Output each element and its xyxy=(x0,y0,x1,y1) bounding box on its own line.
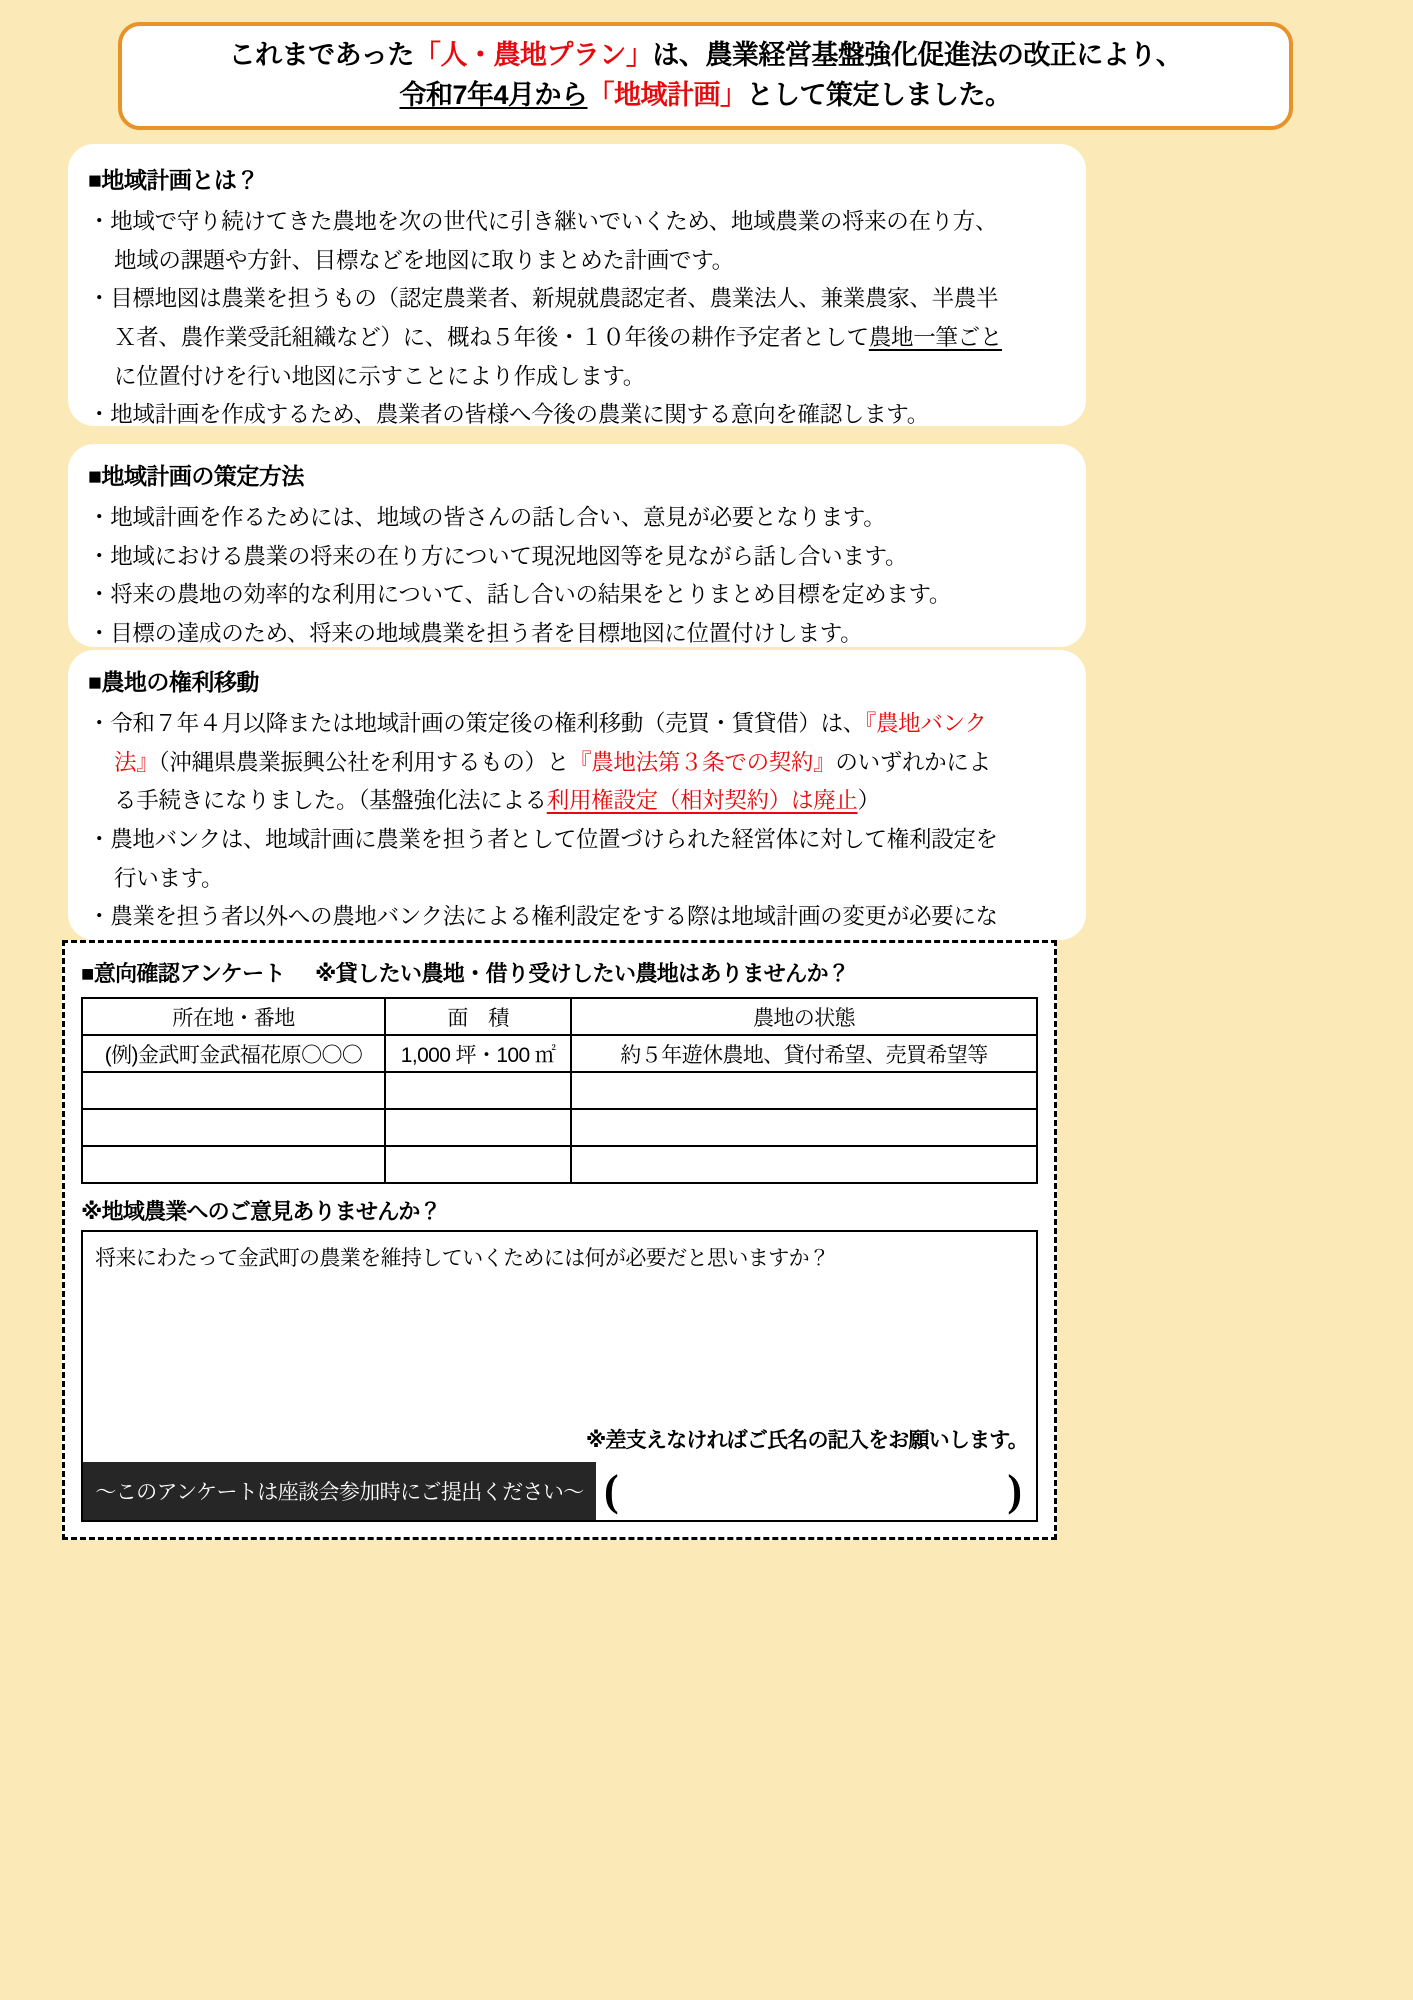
method-bullet-2: ・地域における農業の将来の在り方について現況地図等を見ながら話し合います。 xyxy=(88,543,908,569)
header-line2-part-b: として策定しました。 xyxy=(746,80,1012,110)
header-line1-highlight: 「人・農地プラン」 xyxy=(413,40,653,71)
header-line2-highlight: 「地域計画」 xyxy=(587,80,747,110)
cell-location[interactable] xyxy=(82,1072,385,1109)
header-line1-part-a: これまであった xyxy=(228,40,414,71)
header-line2-part-a: 令和7年4月から xyxy=(399,80,588,110)
rights-b1-l2-text: （沖縄県農業振興公社を利用するもの）と xyxy=(158,749,569,775)
rights-bullet-2 xyxy=(88,821,998,898)
cell-area[interactable]: 1,000 坪・100 ㎡ xyxy=(385,1035,571,1072)
about-bullet-2-line-3: に位置付けを行い地図に示すことにより作成します。 xyxy=(114,363,646,389)
comment-input-area[interactable] xyxy=(81,1230,1038,1522)
table-row[interactable] xyxy=(82,1146,1037,1183)
rights-b1-l2-tail: のいずれかによ xyxy=(835,749,991,775)
rights-bullet-2-line-1: ・農地バンクは、地域計画に農業を担う者として位置づけられた経営体に対して権利設定を xyxy=(88,827,998,853)
method-bullet-3: ・将来の農地の効率的な利用について、話し合いの結果をとりまとめ目標を定めます。 xyxy=(88,582,952,608)
cell-condition[interactable]: 約５年遊休農地、貸付希望、売買希望等 xyxy=(571,1035,1037,1072)
table-row[interactable] xyxy=(82,1035,1037,1072)
table-row[interactable] xyxy=(82,1072,1037,1109)
rights-bullet-3-line-1: ・農業を担う者以外への農地バンク法による権利設定をする際は地域計画の変更が必要にな xyxy=(88,904,998,930)
header-line1-part-b: は、農業経営基盤強化促進法の改正により、 xyxy=(652,40,1183,71)
survey-section xyxy=(62,940,1057,1540)
name-input-field[interactable] xyxy=(596,1462,1036,1520)
cell-location[interactable] xyxy=(82,1109,385,1146)
about-heading: ■地域計画とは？ xyxy=(88,167,259,193)
about-bullet-2-line-2 xyxy=(88,319,1002,358)
column-header-area: 面 積 xyxy=(385,998,571,1035)
rights-b1-l3-highlight: 利用権設定（相対契約）は廃止 xyxy=(546,788,858,814)
submit-instruction-bar: ～このアンケートは座談会参加時にご提出ください～ xyxy=(83,1462,596,1520)
about-bullet-2-line-2-text: Ｘ者、農作業受託組織など）に、概ね５年後・１０年後の耕作予定者として xyxy=(114,325,869,351)
table-header-row xyxy=(82,998,1037,1035)
rights-b1-l3-text: る手続きになりました。（基盤強化法による xyxy=(114,788,547,814)
survey-heading xyxy=(81,957,1038,988)
about-bullet-2-underlined-term: 農地一筆ごと xyxy=(868,325,1003,351)
survey-heading-question: ※貸したい農地・借り受けしたい農地はありませんか？ xyxy=(314,961,850,986)
cell-condition[interactable] xyxy=(571,1146,1037,1183)
rights-b1-l1-highlight: 『農地バンク xyxy=(865,711,987,736)
section-planning-method xyxy=(88,458,951,654)
table-row[interactable] xyxy=(82,1109,1037,1146)
method-bullet-list xyxy=(88,499,951,654)
about-bullet-1 xyxy=(88,203,1002,280)
cell-condition[interactable] xyxy=(571,1109,1037,1146)
about-bullet-3 xyxy=(88,396,1002,435)
farmland-table xyxy=(81,997,1038,1184)
about-bullet-3-line-1: ・地域計画を作成するため、農業者の皆様へ今後の農業に関する意向を確認します。 xyxy=(88,402,929,428)
section-rights-transfer xyxy=(88,664,998,976)
paren-close: ) xyxy=(1007,1466,1022,1515)
method-bullet-4: ・目標の達成のため、将来の地域農業を担う者を目標地図に位置付けします。 xyxy=(88,621,863,647)
paren-open: ( xyxy=(604,1466,619,1515)
section-about-region-plan xyxy=(88,162,1002,435)
rights-b1-l2-highlight-a: 法』 xyxy=(114,749,159,775)
comment-question-text: 将来にわたって金武町の農業を維持していくためには何が必要だと思いますか？ xyxy=(95,1247,830,1270)
survey-heading-title: ■意向確認アンケート xyxy=(81,961,285,986)
about-bullet-1-line-2: 地域の課題や方針、目標などを地図に取りまとめた計画です。 xyxy=(114,247,734,273)
cell-location[interactable] xyxy=(82,1146,385,1183)
name-request-note: ※差支えなければご氏名の記入をお願いします。 xyxy=(585,1429,1028,1452)
rights-bullet-1-line-1 xyxy=(88,711,987,736)
method-bullet-1: ・地域計画を作るためには、地域の皆さんの話し合い、意見が必要となります。 xyxy=(88,505,886,530)
rights-b1-l1-text: ・令和７年４月以降または地域計画の策定後の権利移動（売買・賃貸借）は、 xyxy=(88,711,866,736)
header-line-2 xyxy=(399,79,1011,113)
rights-bullet-list xyxy=(88,705,998,976)
opinion-prompt-label: ※地域農業へのご意見ありませんか？ xyxy=(81,1199,441,1224)
cell-condition[interactable] xyxy=(571,1072,1037,1109)
rights-bullet-1 xyxy=(88,705,998,821)
header-line-1 xyxy=(229,39,1183,73)
survey-footer-row xyxy=(83,1462,1036,1520)
about-bullet-list xyxy=(88,203,1002,435)
cell-area[interactable] xyxy=(385,1109,571,1146)
rights-bullet-1-line-3 xyxy=(88,782,998,821)
cell-area[interactable] xyxy=(385,1072,571,1109)
rights-b1-l2-highlight-b: 『農地法第３条での契約』 xyxy=(568,749,836,775)
column-header-condition: 農地の状態 xyxy=(571,998,1037,1035)
column-header-location: 所在地・番地 xyxy=(82,998,385,1035)
about-bullet-2-line-1: ・目標地図は農業を担うもの（認定農業者、新規就農認定者、農業法人、兼業農家、半農半 xyxy=(88,286,999,312)
rights-b1-l3-tail: ） xyxy=(857,788,880,814)
rights-bullet-1-line-2 xyxy=(88,744,998,783)
about-bullet-1-line-1: ・地域で守り続けてきた農地を次の世代に引き継いでいくため、地域農業の将来の在り方、 xyxy=(88,209,998,234)
header-callout xyxy=(118,22,1293,130)
cell-area[interactable] xyxy=(385,1146,571,1183)
rights-bullet-2-line-2: 行います。 xyxy=(114,865,224,891)
method-heading: ■地域計画の策定方法 xyxy=(88,463,304,489)
cell-location[interactable]: (例)金武町金武福花原〇〇〇 xyxy=(82,1035,385,1072)
rights-heading: ■農地の権利移動 xyxy=(88,669,259,695)
about-bullet-2 xyxy=(88,280,1002,396)
